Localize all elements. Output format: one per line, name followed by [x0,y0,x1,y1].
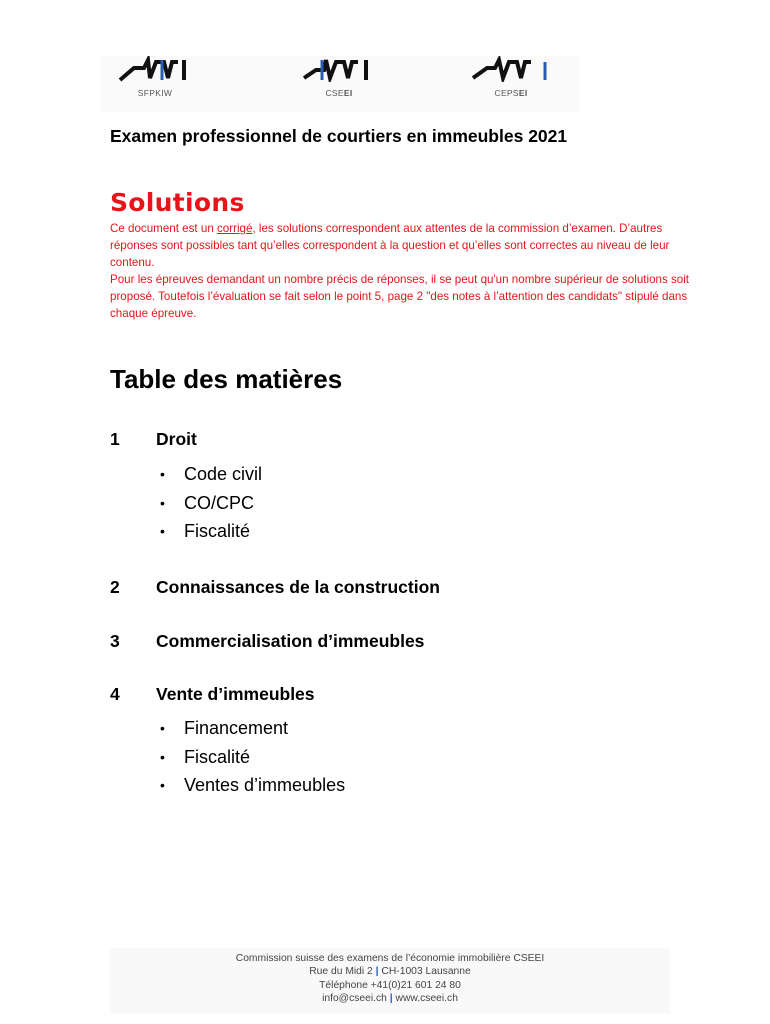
intro-paragraph-2: Pour les épreuves demandant un nombre précis de réponses, il se peut qu'un nombre supérieur de solutions soit proposé. Toutefois l’évaluation se fait selon le point 5, page 2 "des notes à l’attention des candidats" stipulé dans chaque épreuve. [110,273,690,320]
toc-section-1-items [160,460,262,546]
cseei-logo-mark-icon [302,56,376,82]
sfpkiw-label: SFPKIW [137,88,173,98]
toc-title: Table des matières [110,364,343,394]
footer-website[interactable]: www.cseei.ch [395,992,458,1004]
corrige-underlined-word: corrigé [216,222,253,235]
footer-separator: | [375,966,379,978]
toc-item: • Code civil [160,460,262,489]
toc-section-title: Vente d’immeubles [156,684,315,704]
intro-line1-pre: Ce document est un [110,222,217,235]
cepsei-logo-mark-icon [471,56,551,82]
toc-section-title: Droit [156,429,197,449]
cepsei-label [456,88,566,98]
footer-city: CH-1003 Lausanne [381,966,471,978]
toc-section-4-items [160,714,345,800]
footer-email[interactable]: info@cseei.ch [322,992,387,1004]
cseei-label-plain: CSE [325,88,344,98]
solutions-heading: Solutions [110,188,245,217]
toc-section-title: Commercialisation d’immeubles [156,631,425,651]
toc-item: • Ventes d’immeubles [160,771,345,800]
sfpkiw-logo-mark-icon [118,56,192,82]
intro-paragraph-1 [110,220,700,271]
footer-address [110,965,670,978]
cseei-label [284,88,394,98]
toc-item: • Fiscalité [160,517,262,546]
logo-bar [100,56,580,112]
cepsei-label-plain: CEPS [494,88,519,98]
footer-separator: | [389,992,393,1004]
toc-item: • Fiscalité [160,743,345,772]
toc-item: • Financement [160,714,345,743]
footer-contact [110,992,670,1005]
footer-street: Rue du Midi 2 [309,966,373,978]
cseei-label-bold: EI [343,88,353,98]
toc-item: • CO/CPC [160,489,262,518]
intro-line1-post: , les solutions correspondent aux attentes de la commission d’examen. D’autres réponses sont possibles tant qu’elles correspondent à la question et qu’elles sont correctes au niveau de leur contenu. [110,222,670,269]
cseei-logo [284,56,394,98]
footer [110,948,670,1014]
toc-section-number: 2 [110,577,120,597]
document-title: Examen professionnel de courtiers en immeubles 2021 [110,126,568,146]
toc-section-number: 4 [110,684,120,704]
intro-text [110,220,700,322]
cepsei-logo [456,56,566,98]
footer-organization: Commission suisse des examens de l’économie immobilière CSEEI [235,953,545,964]
sfpkiw-logo [100,56,210,98]
cepsei-label-bold: EI [518,88,528,98]
toc-section-number: 1 [110,429,120,449]
toc-section-title: Connaissances de la construction [156,577,440,597]
toc-section-number: 3 [110,631,120,651]
footer-phone: Téléphone +41(0)21 601 24 80 [319,979,461,991]
